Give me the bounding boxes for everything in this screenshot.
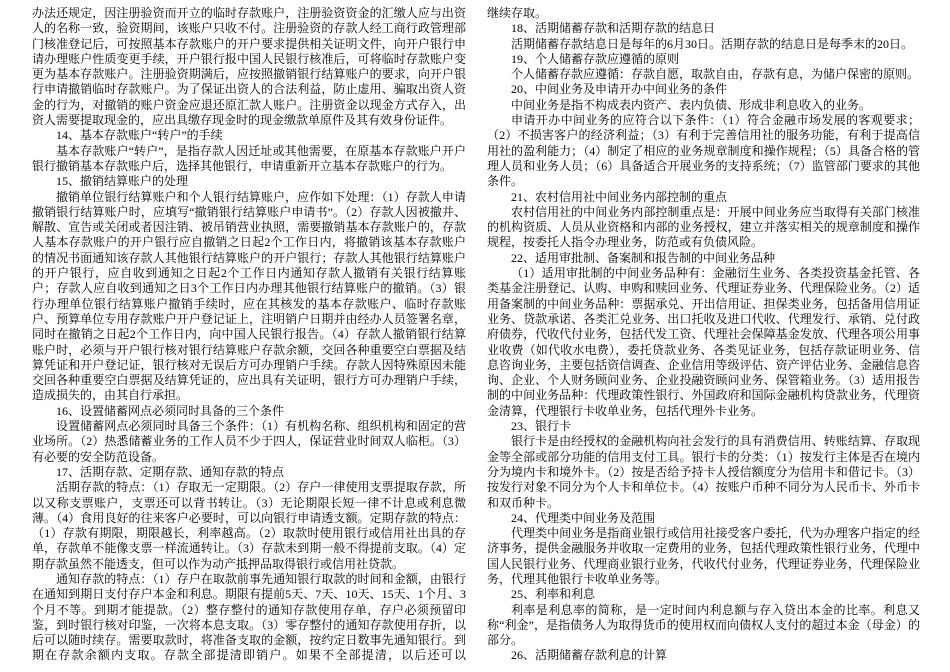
paragraph: 办法还规定，因注册验资而开立的临时存款账户，注册验资资金的汇缴人应与出资人的名称一致，验资期间，该账户只收不付。注册验资的存款人经工商行政管理部门核准登记后，可按照基本存款账户的开户要求提供相关证明文件，向开户银行申请办理账户性质变更手续，开户银行报中国人民银行核准后，可将临时存款账户变更为基本存款账户。注册验资期满后，应按照撤销银行结算账户的要求，向开户银行申请撤销临时存款账户。为了保证出资人的合法利益，防止虚用、骗取出资人资金的行为，对撤销的账户资金应退还原汇款人账户。注册资金以现金方式存入，出资人需要提取现金的，应出具缴存现金时的现金缴款单原件及其有效身份证件。 (32, 6, 466, 128)
paragraph: 基本存款账户“转户”，是指存款人因迁址或其他需要，在原基本存款账户开户银行撤销基本存款账户后，选择其他银行，申请重新开立基本存款账户的行为。 (32, 143, 466, 173)
section-heading: 24、代理类中间业务及范围 (511, 510, 656, 525)
section-heading: 18、活期储蓄存款和活期存款的结息日 (511, 21, 716, 36)
paragraph: 通知存款的特点：（1）存户在取款前事先通知银行取款的时间和金额，由银行在通知到期日支付存户本金和利息。期限有提前5天、7天、10天、15天、1个月、3个月不等。到期才能提款。（2）整存整付的通知存款使用存单，存户必须预留印鉴，到时银行核对印鉴，一次将本息支取。（3）零存整付的通知存款使用存折，以后可以随时续存。需要取款时，将准备支取的金额，按约定日数事先通知银行。到期在存款余额内支取。存款全部提清即销户。如果不全部提清，以后还可以 (32, 571, 466, 663)
paragraph: 继续存取。 (487, 6, 548, 20)
section-heading: 14、基本存款账户“转户”的手续 (56, 128, 223, 143)
paragraph: 农村信用社的中间业务内部控制重点是：开展中间业务应当取得有关部门核准的机构资质、人员从业资格和内部的业务授权，建立并落实相关的规章制度和操作规程，按委托人指令办理业务，防范或有负债风险。 (487, 204, 920, 250)
paragraph: 代理类中间业务是指商业银行或信用社接受客户委托，代为办理客户指定的经济事务，提供金融服务并收取一定费用的业务，包括代理政策性银行业务，代理中国人民银行业务、代理商业银行业务，代收代付业务，代理证券业务，代理保险业务，代理其他银行卡收单业务等。 (487, 526, 920, 586)
paragraph: 申请开办中间业务的应符合以下条件：（1）符合金融市场发展的客观要求；（2）不损害客户的经济利益；（3）有利于完善信用社的服务功能，有利于提高信用社的盈利能力；（4）制定了相应的业务规章制度和操作规程；（5）具备合格的管理人员和业务人员；（6）具备适合开展业务的支持系统；（7）监管部门要求的其他条件。 (487, 113, 920, 189)
left-column (32, 6, 466, 666)
section-heading: 23、银行卡 (511, 419, 572, 434)
paragraph: 撤销单位银行结算账户和个人银行结算账户，应作如下处理：（1）存款人申请撤销银行结算账户时，应填写“撤销银行结算账户申请书”。（2）存款人因被撤并、解散、宣告或关闭或者因注销、被吊销营业执照，需要撤销基本存款账户的，存款人基本存款账户的开户银行应自撤销之日起2个工作日内，将撤销该基本存款账户的情况书面通知该存款人其他银行结算账户的开户银行；存款人其他银行结算账户的开户银行，应自收到通知之日起2个工作日内通知存款人撤销有关银行结算账户；存款人应自收到通知之日3个工作日内办理其他银行结算账户的撤销。（3）银行办理单位银行结算账户撤销手续时，应在其核发的基本存款账户、临时存款账户、预算单位专用存款账户开户登记证上，注明销户日期并由经办人员签署名章，同时在撤销之日起2个工作日内，向中国人民银行报告。（4）存款人撤销银行结算账户时，必须与开户银行核对银行结算账户存款余额，交回各种重要空白票据及结算凭证和开户登记证，银行核对无误后方可办理销户手续。存款人因特殊原因未能交回各种重要空白票据及结算凭证的，应出具有关证明，银行方可办理销户手续，造成损失的，由其自行承担。 (32, 189, 466, 403)
section-heading: 16、设置储蓄网点必须同时具备的三个条件 (56, 403, 285, 418)
paragraph: 银行卡是由经授权的金融机构向社会发行的具有消费信用、转账结算、存取现金等全部或部分功能的信用支付工具。银行卡的分类：（1）按发行主体是否在境内分为境内卡和境外卡。（2）按是否给予持卡人授信额度分为信用卡和借记卡。（3）按发行对象不同分为个人卡和单位卡。（4）按账户币种不同分为人民币卡、外币卡和双币种卡。 (487, 434, 920, 510)
paragraph: （1）适用审批制的中间业务品种有：金融衍生业务、各类投资基金托管、各类基金注册登记、认购、申购和赎回业务、代理证券业务、代理保险业务。（2）适用备案制的中间业务品种：票据承兑、开出信用证、担保类业务，包括备用信用证业务、贷款承诺、各类汇兑业务、出口托收及进口代收、代理发行、承销、兑付政府债券，代收代付业务，包括代发工资、代理社会保障基金发放、代理各项公用事业收费（如代收水电费），委托贷款业务、各类见证业务，包括存款证明业务、信息咨询业务，主要包括资信调查、企业信用等级评估、资产评估业务、金融信息咨询、企业、个人财务顾问业务、企业投融资顾问业务、保管箱业务。（3）适用报告制的中间业务品种：代理政策性银行、外国政府和国际金融机构贷款业务，代理资金清算，代理银行卡收单业务，包括代理外卡业务。 (487, 266, 920, 418)
section-heading: 19、个人储蓄存款应遵循的原则 (511, 51, 680, 66)
paragraph: 个人储蓄存款应遵循：存款自愿，取款自由，存款有息，为储户保密的原则。 (511, 67, 920, 82)
paragraph: 活期储蓄存款结息日是每年的6月30日。活期存款的结息日是每季末的20日。 (511, 36, 914, 51)
section-heading: 21、农村信用社中间业务内部控制的重点 (511, 189, 728, 204)
section-heading: 15、撤销结算账户的处理 (56, 174, 189, 189)
paragraph: 活期存款的特点：（1）存取无一定期限。（2）存户一律使用支票提取存款，所以又称支票账户，支票还可以背书转让。（3）无论期限长短一律不计息或利息微薄。（4）食用良好的往来客户必要时，可以向银行申请透支额。定期存款的特点：（1）存款有期限，期限越长，利率越高。（2）取款时使用银行或信用社出具的存单，存款单不能像支票一样流通转让。（3）存款未到期一般不得提前支取。（4）定期存款虽然不能透支，但可以作为动产抵押品取得银行或信用社贷款。 (32, 480, 466, 571)
section-heading: 17、活期存款、定期存款、通知存款的特点 (56, 464, 285, 479)
paragraph: 中间业务是指不构成表内资产、表内负债、形成非利息收入的业务。 (511, 97, 872, 112)
section-heading: 25、利率和利息 (511, 587, 596, 602)
section-heading: 22、适用审批制、备案制和报告制的中间业务品种 (511, 250, 776, 265)
section-heading: 20、中间业务及申请开办中间业务的条件 (511, 82, 728, 97)
paragraph: 利率是利息率的简称，是一定时间内利息额与存入贷出本金的比率。利息又称“利金”，是指债务人为取得货币的使用权而向债权人支付的超过本金（母金）的部分。 (487, 602, 920, 648)
right-column (487, 6, 920, 666)
section-heading: 26、活期储蓄存款利息的计算 (511, 648, 668, 663)
paragraph: 设置储蓄网点必须同时具备三个条件：（1）有机构名称、组织机构和固定的营业场所。（2）热悉储蓄业务的工作人员不少于四人，保证营业时间双人临柜。（3）有必要的安全防范设备。 (32, 419, 466, 464)
